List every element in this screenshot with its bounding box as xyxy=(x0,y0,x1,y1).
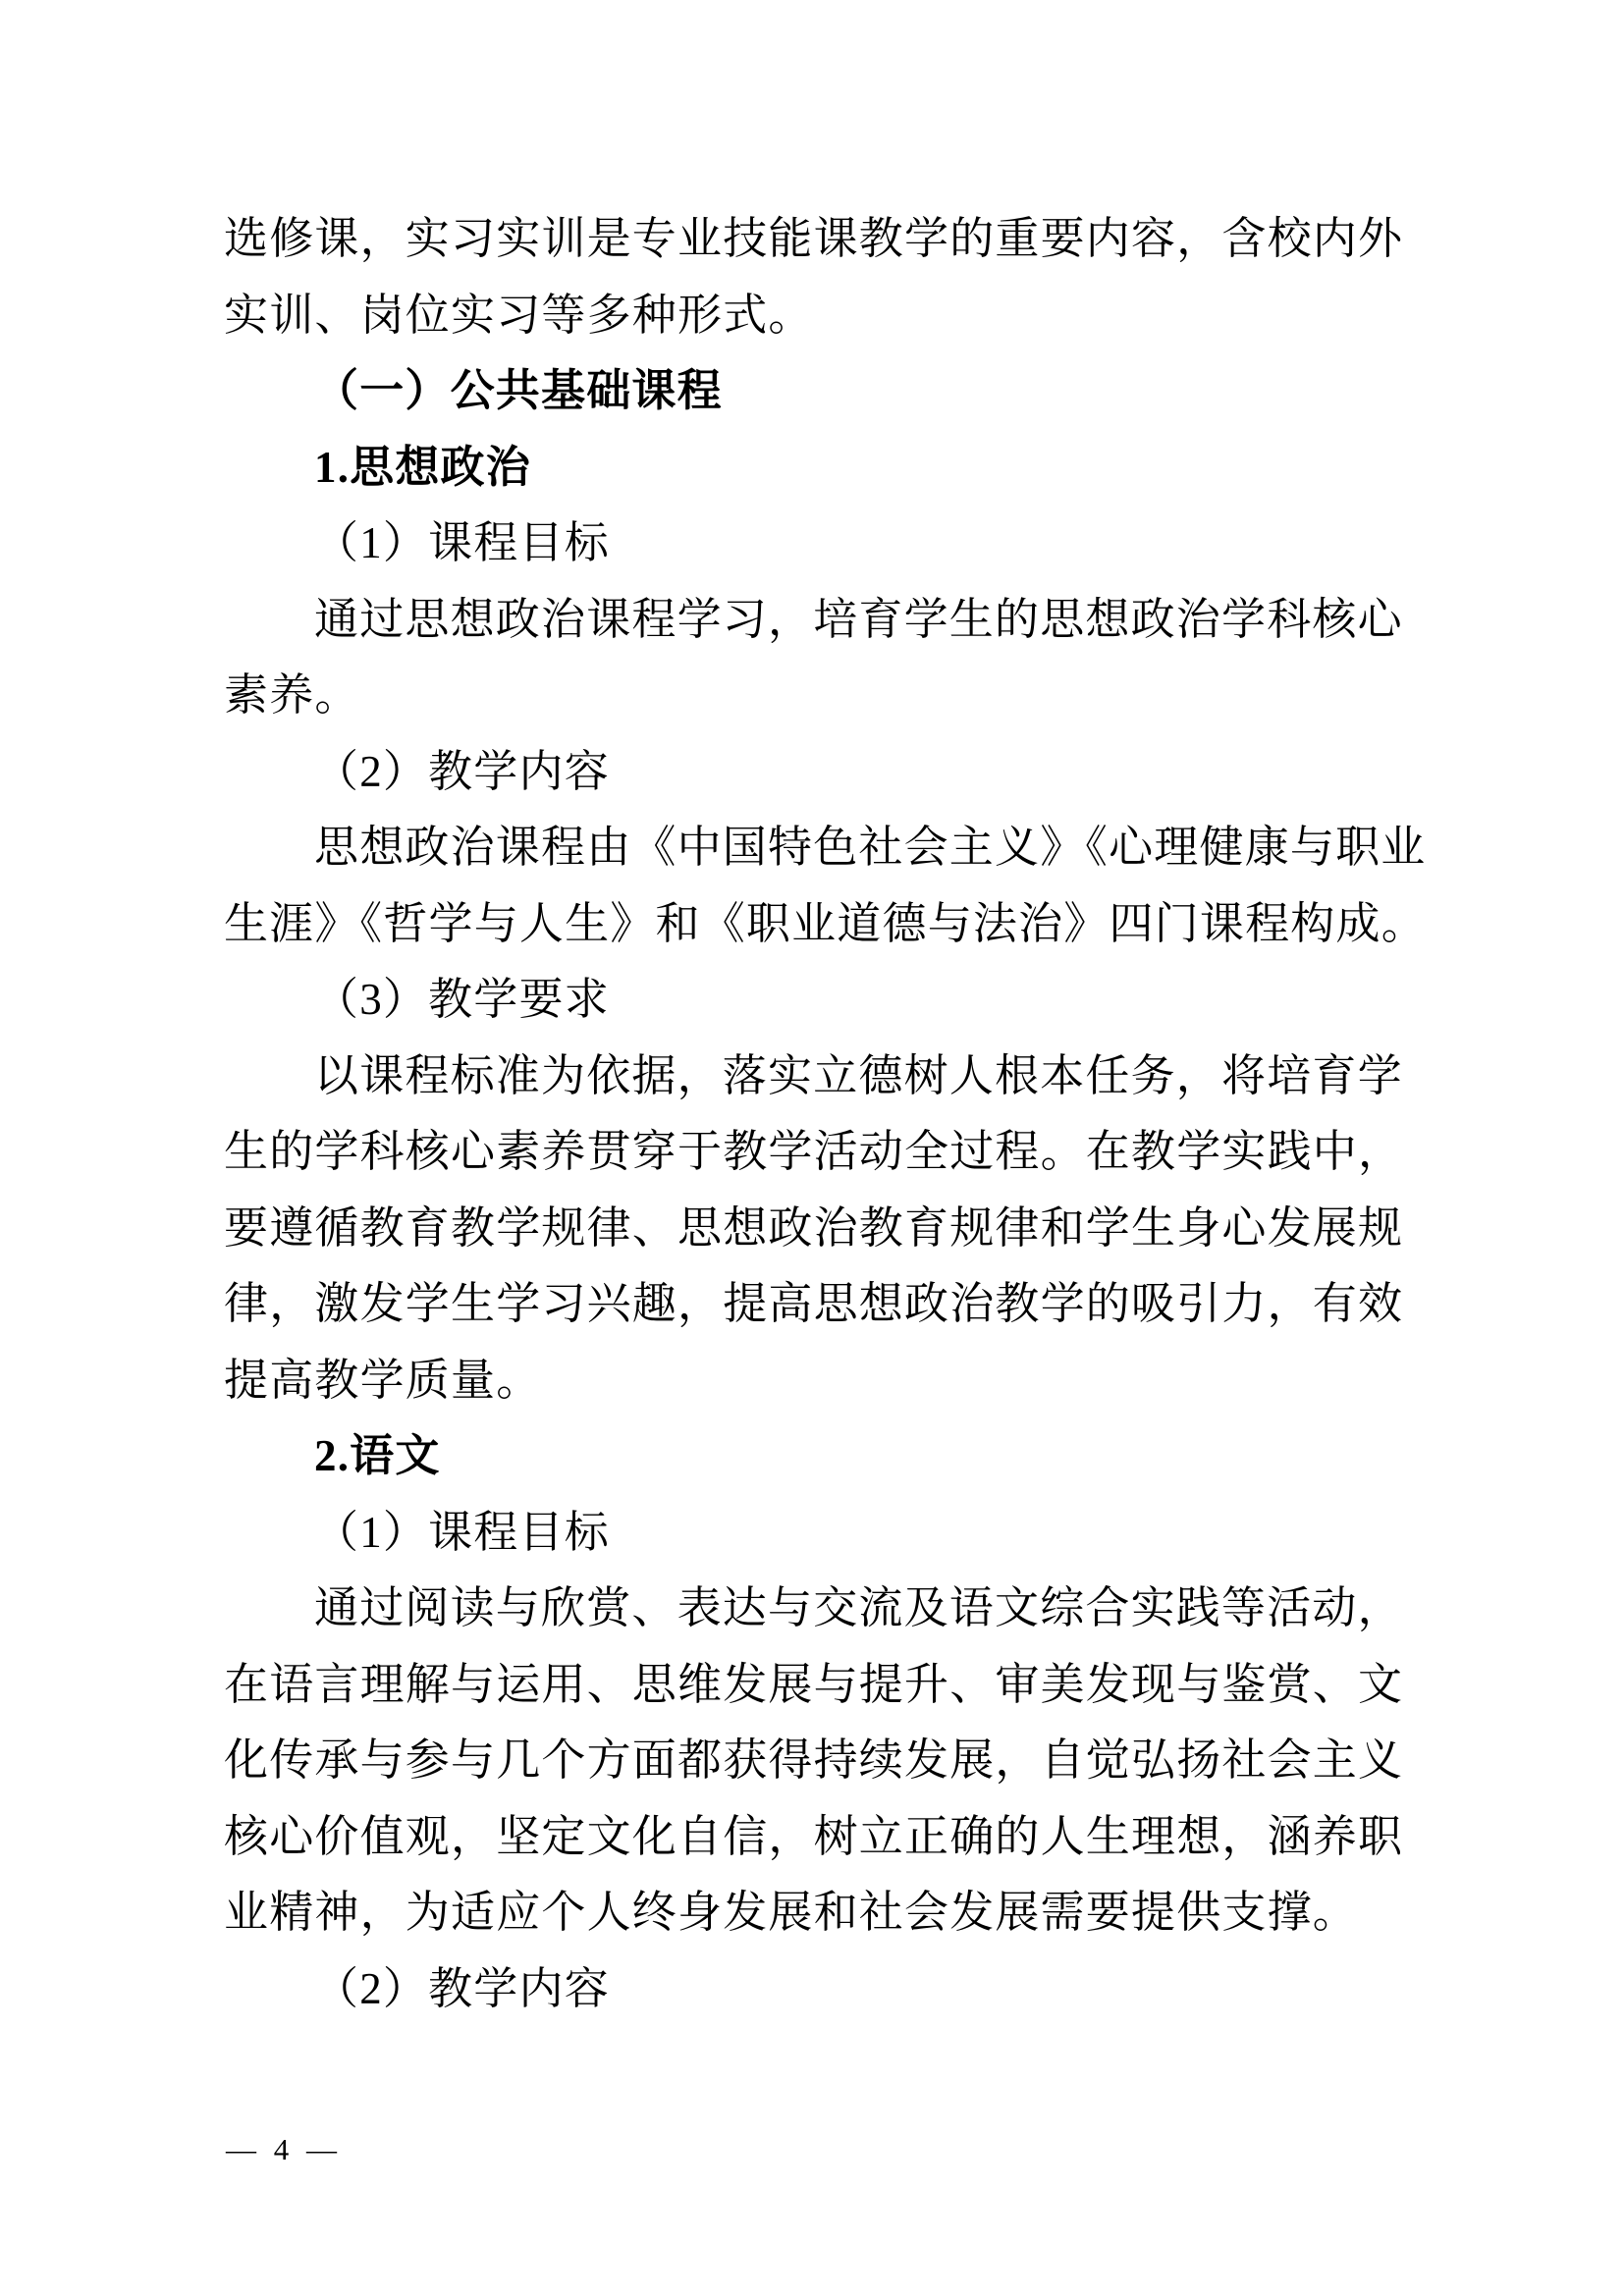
body-line: 生涯》《哲学与人生》和《职业道德与法治》四门课程构成。 xyxy=(224,898,1427,948)
item-heading: （1）课程目标 xyxy=(314,518,610,567)
item-heading: （1）课程目标 xyxy=(314,1507,610,1557)
item-heading: （3）教学要求 xyxy=(314,975,610,1024)
body-line: 提高教学质量。 xyxy=(224,1355,542,1405)
body-line: 实训、岗位实习等多种形式。 xyxy=(224,290,814,340)
body-line: 律，激发学生学习兴趣，提高思想政治教学的吸引力，有效 xyxy=(224,1279,1404,1328)
body-line: 生的学科核心素养贯穿于教学活动全过程。在教学实践中， xyxy=(224,1127,1404,1176)
body-line: 业精神，为适应个人终身发展和社会发展需要提供支撑。 xyxy=(224,1888,1359,1937)
body-line: 思想政治课程由《中国特色社会主义》《心理健康与职业 xyxy=(314,823,1427,872)
body-line: 选修课，实习实训是专业技能课教学的重要内容，含校内外 xyxy=(224,214,1404,263)
page-number: — 4 — xyxy=(226,2132,338,2166)
subject-heading-2: 2.语文 xyxy=(314,1431,441,1480)
body-line: 通过思想政治课程学习，培育学生的思想政治学科核心 xyxy=(314,594,1403,644)
document-body xyxy=(224,201,1461,2027)
item-heading: （2）教学内容 xyxy=(314,1963,610,2013)
body-line: 化传承与参与几个方面都获得持续发展，自觉弘扬社会主义 xyxy=(224,1735,1404,1785)
body-line: 核心价值观，坚定文化自信，树立正确的人生理想，涵养职 xyxy=(224,1811,1404,1861)
body-line: 素养。 xyxy=(224,670,360,720)
body-line: 在语言理解与运用、思维发展与提升、审美发现与鉴赏、文 xyxy=(224,1659,1404,1709)
body-line: 通过阅读与欣赏、表达与交流及语文综合实践等活动， xyxy=(314,1583,1403,1632)
body-line: 以课程标准为依据，落实立德树人根本任务，将培育学 xyxy=(314,1050,1403,1100)
item-heading: （2）教学内容 xyxy=(314,746,610,796)
body-line: 要遵循教育教学规律、思想政治教育规律和学生身心发展规 xyxy=(224,1202,1404,1253)
subject-heading-1: 1.思想政治 xyxy=(314,442,531,492)
section-heading: （一）公共基础课程 xyxy=(314,366,723,415)
